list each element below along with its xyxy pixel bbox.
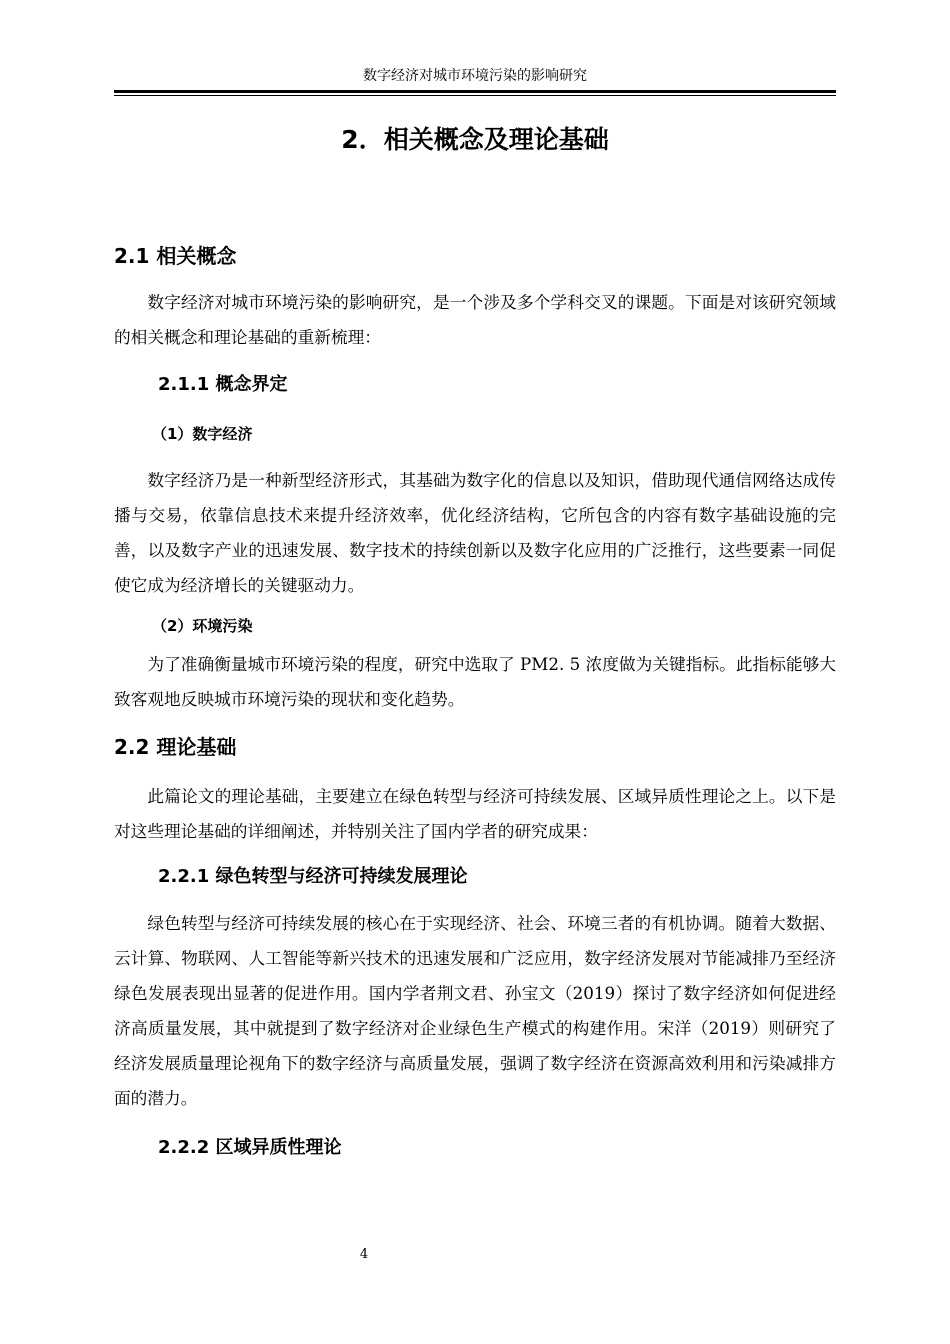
section-heading-2-1-1: 2.1.1 概念界定 bbox=[158, 374, 288, 395]
paragraph-environmental-pollution: 为了准确衡量城市环境污染的程度，研究中选取了 PM2. 5 浓度做为关键指标。此指标能够大致客观地反映城市环境污染的现状和变化趋势。 bbox=[114, 654, 836, 709]
item-heading-digital-economy: （1）数字经济 bbox=[152, 425, 253, 443]
chapter-title: 2．相关概念及理论基础 bbox=[341, 125, 609, 154]
section-heading-2-2-2: 2.2.2 区域异质性理论 bbox=[158, 1137, 342, 1158]
running-header: 数字经济对城市环境污染的影响研究 bbox=[363, 68, 587, 84]
header-rule-thin bbox=[114, 95, 836, 96]
section-heading-2-1: 2.1 相关概念 bbox=[114, 244, 237, 268]
paragraph-2-2-intro: 此篇论文的理论基础，主要建立在绿色转型与经济可持续发展、区域异质性理论之上。以下是对这些理论基础的详细阐述，并特别关注了国内学者的研究成果： bbox=[114, 786, 836, 841]
paragraph-green-transition: 绿色转型与经济可持续发展的核心在于实现经济、社会、环境三者的有机协调。随着大数据、云计算、物联网、人工智能等新兴技术的迅速发展和广泛应用，数字经济发展对节能减排乃至经济绿色发展表现出显著的促进作用。国内学者荆文君、孙宝文（2019）探讨了数字经济如何促进经济高质量发展，其中就提到了数字经济对企业绿色生产模式的构建作用。宋洋（2019）则研究了经济发展质量理论视角下的数字经济与高质量发展，强调了数字经济在资源高效利用和污染减排方面的潜力。 bbox=[114, 913, 836, 1108]
section-heading-2-2-1: 2.2.1 绿色转型与经济可持续发展理论 bbox=[158, 866, 468, 887]
header-rule-thick bbox=[114, 90, 836, 93]
item-heading-environmental-pollution: （2）环境污染 bbox=[152, 617, 253, 635]
paragraph-digital-economy: 数字经济乃是一种新型经济形式，其基础为数字化的信息以及知识，借助现代通信网络达成传播与交易，依靠信息技术来提升经济效率，优化经济结构，它所包含的内容有数字基础设施的完善，以及数字产业的迅速发展、数字技术的持续创新以及数字化应用的广泛推行，这些要素一同促使它成为经济增长的关键驱动力。 bbox=[114, 470, 836, 595]
paragraph-2-1-intro: 数字经济对城市环境污染的影响研究，是一个涉及多个学科交叉的课题。下面是对该研究领域的相关概念和理论基础的重新梳理： bbox=[114, 292, 836, 347]
page-number: 4 bbox=[359, 1247, 369, 1262]
section-heading-2-2: 2.2 理论基础 bbox=[114, 735, 237, 759]
